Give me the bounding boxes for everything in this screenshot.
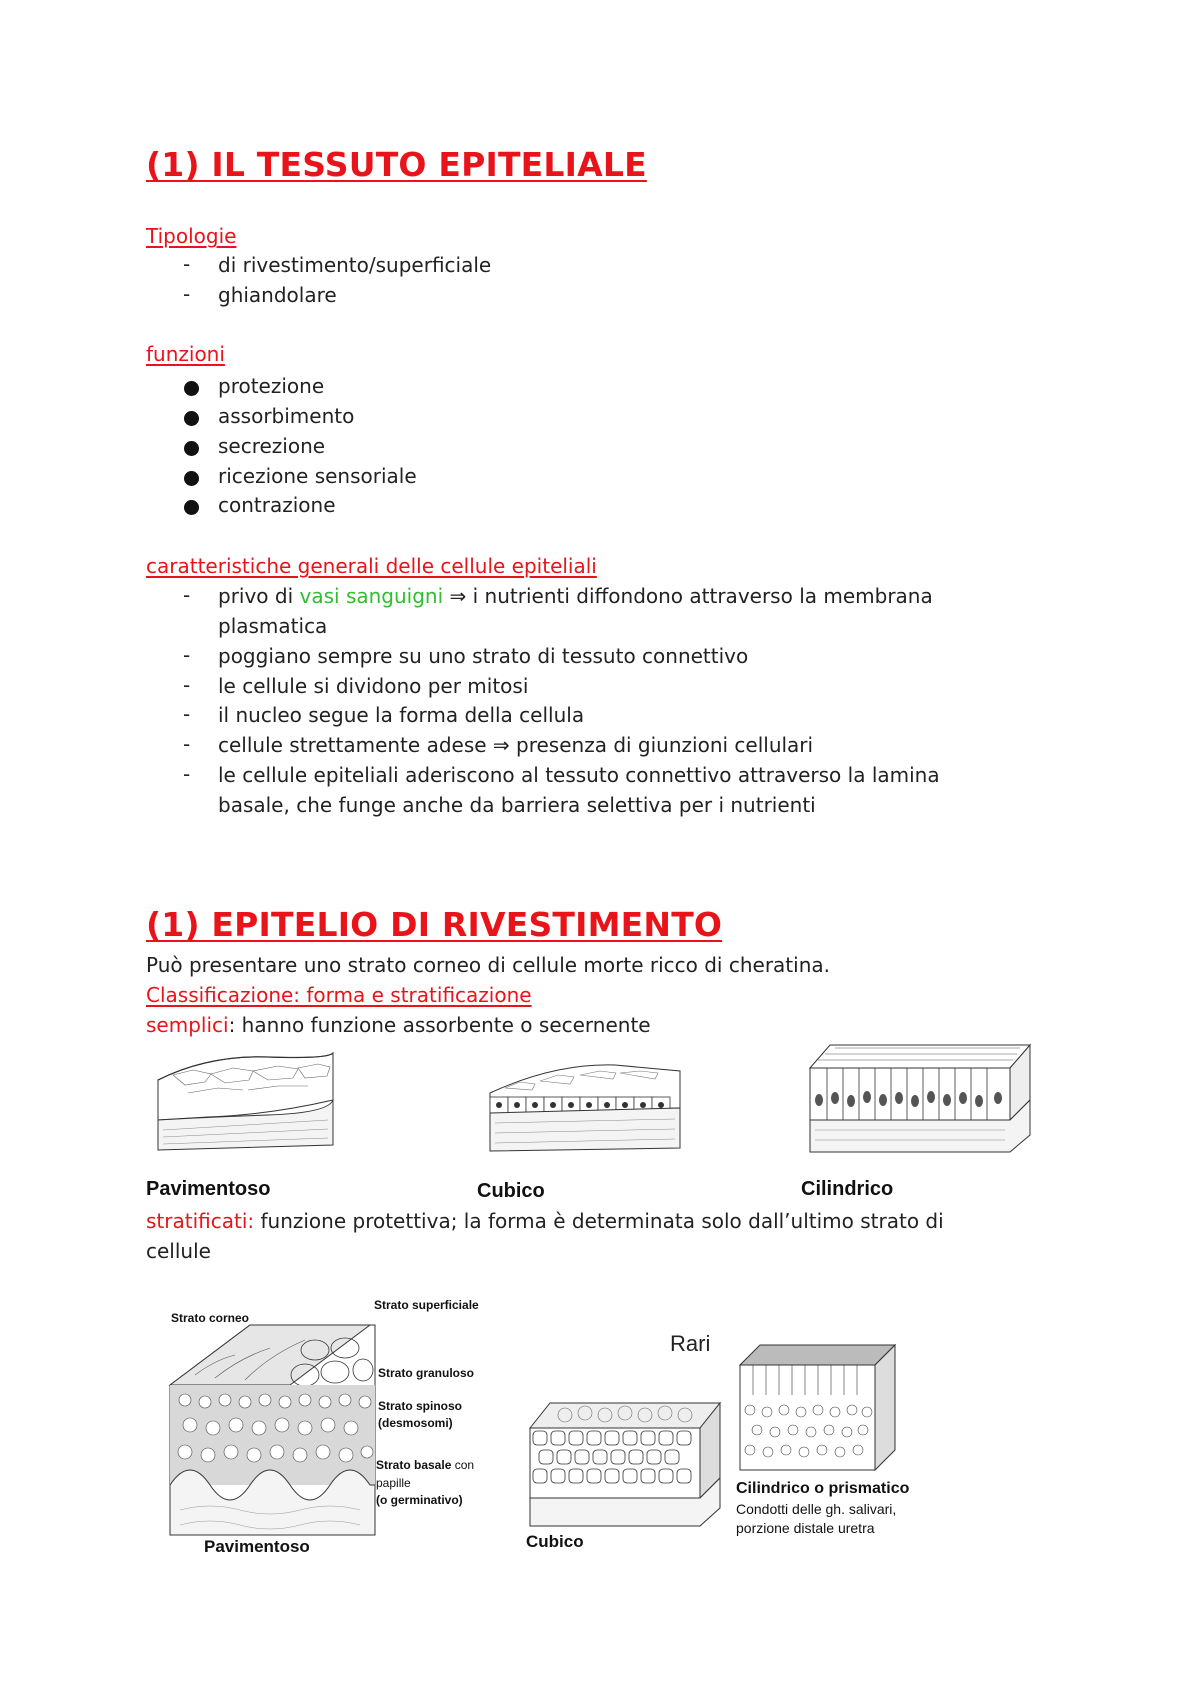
list-dash: -: [183, 702, 191, 726]
semplici-label: semplici: [146, 1013, 229, 1037]
semplici-line: [146, 1010, 651, 1040]
label-strato-granuloso: Strato granuloso: [378, 1366, 475, 1380]
section-title-epitelio-rivestimento: (1) EPITELIO DI RIVESTIMENTO: [146, 905, 723, 944]
heading-tipologie: Tipologie: [146, 224, 237, 248]
caption-cilindrico-desc1: Condotti delle gh. salivari,: [736, 1501, 897, 1517]
heading-funzioni: funzioni: [146, 342, 225, 366]
list-item-continuation: basale, che funge anche da barriera selettiva per i nutrienti: [218, 793, 816, 817]
bullet-icon: [184, 441, 199, 456]
list-item: ricezione sensoriale: [218, 464, 417, 488]
label-rari: Rari: [670, 1331, 711, 1356]
highlight-vasi-sanguigni: vasi sanguigni: [299, 584, 444, 608]
classificazione-line: [146, 980, 532, 1010]
list-item: di rivestimento/superficiale: [218, 253, 492, 277]
bullet-icon: [184, 500, 199, 515]
caption-strat-cubico: Cubico: [526, 1532, 584, 1551]
item-text: ⇒ i nutrienti diffondono attraverso la membrana: [443, 584, 933, 608]
list-dash: -: [183, 282, 191, 306]
stratificati-label: stratificati:: [146, 1209, 255, 1233]
label-con: con: [451, 1458, 475, 1472]
label-papille: papille: [376, 1476, 411, 1490]
stratificato-cilindrico-illustration: [735, 1340, 905, 1475]
bullet-icon: [184, 471, 199, 486]
section-title-tessuto-epiteliale: (1) IL TESSUTO EPITELIALE: [146, 145, 647, 184]
list-item: poggiano sempre su uno strato di tessuto connettivo: [218, 644, 749, 668]
stratificati-line: [146, 1206, 944, 1236]
bullet-icon: [184, 381, 199, 396]
list-item: [218, 581, 933, 611]
caption-strat-pavimentoso: Pavimentoso: [204, 1537, 310, 1556]
list-item: contrazione: [218, 493, 336, 517]
classificazione-rest: : forma e stratificazione: [293, 983, 532, 1007]
classificazione-label: Classificazione: [146, 983, 294, 1007]
caption-cubico: Cubico: [477, 1180, 545, 1202]
stratificati-text: funzione protettiva; la forma è determinata solo dall’ultimo strato di: [254, 1209, 944, 1233]
list-dash: -: [183, 252, 191, 276]
list-dash: -: [183, 643, 191, 667]
label-strato-basale-text: Strato basale: [376, 1458, 452, 1472]
stratificato-pavimentoso-illustration: [165, 1320, 380, 1550]
list-dash: -: [183, 583, 191, 607]
intro-text: Può presentare uno strato corneo di cellule morte ricco di cheratina.: [146, 953, 830, 977]
list-item: cellule strettamente adese ⇒ presenza di giunzioni cellulari: [218, 733, 814, 757]
stratificati-line2: cellule: [146, 1239, 211, 1263]
semplici-rest: : hanno funzione assorbente o secernente: [228, 1013, 651, 1037]
label-strato-spinoso: Strato spinoso: [378, 1399, 463, 1413]
list-item: assorbimento: [218, 404, 355, 428]
caption-cilindrico: Cilindrico: [801, 1178, 894, 1200]
item-text: privo di: [218, 584, 300, 608]
caption-strat-cilindrico: Cilindrico o prismatico: [736, 1480, 910, 1497]
list-item: il nucleo segue la forma della cellula: [218, 703, 585, 727]
heading-caratteristiche: caratteristiche generali delle cellule epiteliali: [146, 554, 597, 578]
cubico-illustration: [485, 1053, 685, 1153]
caption-cilindrico-desc2: porzione distale uretra: [736, 1520, 875, 1536]
list-dash: -: [183, 762, 191, 786]
label-strato-superficiale: Strato superficiale: [374, 1298, 479, 1312]
list-item: le cellule epiteliali aderiscono al tessuto connettivo attraverso la lamina: [218, 763, 940, 787]
list-item-continuation: plasmatica: [218, 614, 328, 638]
list-item: protezione: [218, 374, 325, 398]
stratificato-cubico-illustration: [525, 1398, 725, 1528]
pavimentoso-illustration: [148, 1045, 338, 1155]
label-desmosomi: (desmosomi): [378, 1416, 453, 1430]
list-item: ghiandolare: [218, 283, 337, 307]
list-item: secrezione: [218, 434, 326, 458]
list-item: le cellule si dividono per mitosi: [218, 674, 529, 698]
list-dash: -: [183, 673, 191, 697]
bullet-icon: [184, 411, 199, 426]
label-germinativo: (o germinativo): [376, 1493, 463, 1507]
cilindrico-illustration: [805, 1040, 1035, 1155]
caption-pavimentoso: Pavimentoso: [146, 1178, 271, 1200]
label-strato-basale: [376, 1458, 474, 1472]
list-dash: -: [183, 732, 191, 756]
label-strato-corneo: Strato corneo: [171, 1311, 250, 1325]
